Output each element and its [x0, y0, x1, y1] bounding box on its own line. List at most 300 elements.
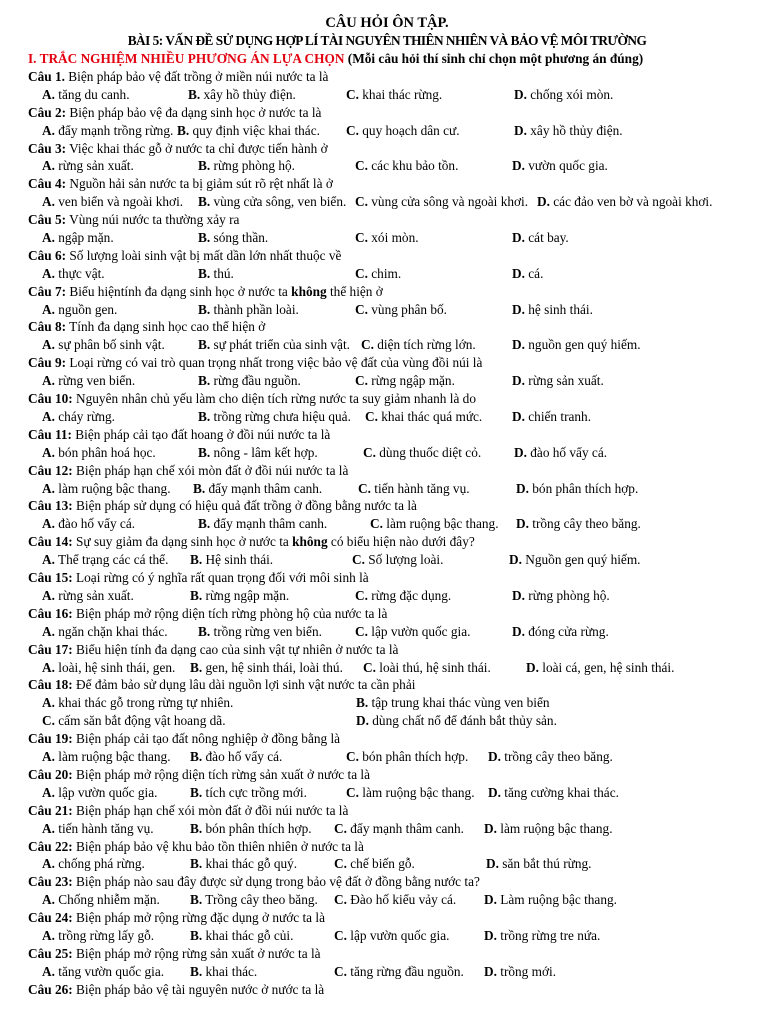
option-d[interactable] [514, 444, 607, 462]
question-label: Câu 9: [28, 355, 67, 371]
option-text: làm ruộng bậc thang. [58, 749, 171, 765]
option-text: săn bắt thú rừng. [502, 856, 592, 872]
question-text: Biện pháp bảo vệ đa dạng sinh học ở nước ta là [66, 104, 322, 120]
question-label: Câu 7: [28, 283, 67, 299]
option-letter: C. [370, 516, 383, 532]
option-d[interactable] [512, 623, 609, 641]
question-3 [28, 140, 746, 158]
option-c[interactable] [346, 122, 460, 140]
option-letter: C. [355, 230, 368, 245]
option-c[interactable] [346, 748, 468, 766]
question-text: Biện pháp cải tạo đất nông nghiệp ở đồng bằng là [72, 731, 341, 747]
option-letter: A. [42, 86, 55, 102]
option-b[interactable] [190, 551, 273, 569]
option-text: bón phân thích hợp. [532, 480, 639, 496]
option-letter: C. [334, 856, 347, 872]
question-7 [28, 283, 746, 301]
question-label: Câu 25: [28, 945, 73, 961]
question-11 [28, 426, 746, 444]
options-row [28, 891, 746, 909]
option-c[interactable] [355, 587, 451, 605]
option-c[interactable] [363, 444, 481, 462]
question-20 [28, 766, 746, 784]
option-d[interactable] [512, 157, 608, 175]
option-a[interactable] [42, 551, 168, 569]
option-c[interactable] [355, 157, 458, 175]
option-a[interactable] [42, 336, 165, 354]
option-letter: A. [42, 892, 55, 908]
option-a[interactable] [42, 86, 130, 104]
option-d[interactable] [512, 372, 604, 390]
option-text: bón phân hoá học. [58, 444, 156, 460]
option-a[interactable] [42, 444, 156, 462]
question-23 [28, 873, 746, 891]
option-text: loài, hệ sinh thái, gen. [58, 659, 176, 675]
option-a[interactable] [42, 408, 115, 426]
option-a[interactable] [42, 480, 171, 498]
option-letter: D. [484, 928, 497, 944]
option-text: khai thác. [205, 963, 258, 979]
options-row [28, 515, 746, 533]
option-letter: C. [334, 963, 347, 979]
option-letter: C. [355, 194, 368, 210]
option-text: bón phân thích hợp. [362, 749, 469, 765]
option-letter: D. [488, 784, 501, 800]
option-letter: C. [334, 928, 347, 944]
question-label: Câu 2: [28, 104, 67, 120]
option-text: trồng rừng ven biển. [213, 623, 322, 639]
options-row [28, 659, 746, 677]
question-text-end: thể hiện ở [326, 283, 383, 299]
option-b[interactable] [188, 86, 296, 104]
option-a[interactable] [42, 193, 183, 211]
option-c[interactable] [358, 480, 470, 498]
section-note: (Mỗi câu hỏi thí sinh chỉ chọn một phương án đúng) [347, 51, 644, 66]
option-b[interactable] [198, 372, 301, 390]
question-text: Loại rừng có ý nghĩa rất quan trọng đối với môi sinh là [72, 570, 369, 586]
document-title: CÂU HỎI ÔN TẬP. [325, 15, 449, 31]
option-text: quy định việc khai thác. [192, 122, 320, 138]
option-text: đóng cửa rừng. [528, 623, 609, 639]
option-c[interactable] [355, 193, 528, 211]
option-letter: D. [512, 230, 525, 245]
option-a[interactable] [42, 891, 160, 909]
option-letter: A. [42, 265, 55, 281]
option-text: vùng cửa sông và ngoài khơi. [371, 194, 529, 210]
option-c[interactable] [363, 659, 491, 677]
option-text: khai thác gỗ trong rừng tự nhiên. [58, 695, 234, 711]
option-c[interactable] [361, 336, 476, 354]
question-text: Nguồn hải sản nước ta bị giảm sút rõ rệt nhất là ở [66, 176, 333, 192]
question-text: Số lượng loài sinh vật bị mất dần lớn nhất thuộc về [66, 247, 342, 263]
option-d[interactable] [526, 659, 674, 677]
option-letter: B. [198, 158, 211, 174]
question-label: Câu 1. [28, 68, 65, 84]
question-17 [28, 641, 746, 659]
options-row [28, 855, 746, 873]
option-text: các đảo ven bờ và ngoài khơi. [553, 194, 713, 210]
option-letter: D. [512, 337, 525, 353]
option-text: làm ruộng bậc thang. [362, 784, 475, 800]
option-b[interactable] [190, 927, 293, 945]
option-c[interactable] [334, 855, 415, 873]
option-text: tăng vườn quốc gia. [58, 963, 165, 979]
option-text: ngập mặn. [58, 230, 114, 245]
options-row [28, 748, 746, 766]
question-text: Biện pháp nào sau đây được sử dụng trong bảo vệ đất ở đồng bằng nước ta? [72, 874, 480, 890]
option-text: rừng ngập mặn. [371, 373, 455, 389]
option-c[interactable] [346, 86, 442, 104]
option-b[interactable] [198, 515, 327, 533]
option-text: rừng đặc dụng. [371, 587, 452, 603]
option-a[interactable] [42, 963, 164, 981]
option-letter: C. [355, 587, 368, 603]
option-c[interactable] [355, 301, 447, 319]
option-c[interactable] [355, 229, 419, 247]
option-c[interactable] [352, 551, 443, 569]
option-text: chống phá rừng. [58, 856, 145, 872]
option-letter: B. [198, 408, 211, 424]
option-text: đào hố vẩy cá. [58, 516, 136, 532]
option-text: chim. [371, 265, 402, 281]
option-text: tăng du canh. [58, 86, 130, 102]
options-row [28, 551, 746, 569]
option-text: khai thác gỗ quý. [205, 856, 298, 872]
question-label: Câu 6: [28, 247, 67, 263]
question-25 [28, 945, 746, 963]
option-letter: A. [42, 194, 55, 210]
option-letter: B. [198, 373, 211, 389]
option-text: xây hồ thủy điện. [530, 122, 623, 138]
option-b[interactable] [198, 193, 346, 211]
option-text: nguồn gen quý hiếm. [528, 337, 641, 353]
option-letter: C. [358, 480, 371, 496]
option-c[interactable] [334, 927, 449, 945]
option-b[interactable] [198, 623, 322, 641]
option-letter: A. [42, 623, 55, 639]
option-letter: A. [42, 301, 55, 317]
option-a[interactable] [42, 659, 175, 677]
option-a[interactable] [42, 694, 233, 712]
option-letter: D. [526, 659, 539, 675]
option-a[interactable] [42, 587, 134, 605]
option-text: tiến hành tăng vụ. [374, 480, 470, 496]
option-b[interactable] [356, 694, 550, 712]
option-d[interactable] [512, 301, 593, 319]
option-text: tích cực trồng mới. [205, 784, 307, 800]
question-16 [28, 605, 746, 623]
option-letter: C. [346, 784, 359, 800]
option-text: thành phần loài. [213, 301, 299, 317]
option-text: đào hố vẩy cá. [205, 749, 283, 765]
option-a[interactable] [42, 748, 171, 766]
question-text: Việc khai thác gỗ ở nước ta chỉ được tiến hành ở [66, 140, 328, 156]
option-letter: C. [42, 713, 55, 729]
option-b[interactable] [193, 480, 322, 498]
question-text: Biểu hiện tính đa dạng cao của sinh vật tự nhiên ở nước ta là [72, 641, 399, 657]
option-c[interactable] [355, 265, 401, 283]
option-letter: C. [365, 408, 378, 424]
option-c[interactable] [370, 515, 499, 533]
option-d[interactable] [512, 587, 610, 605]
option-letter: B. [190, 963, 203, 979]
option-letter: A. [42, 337, 55, 353]
option-d[interactable] [512, 336, 641, 354]
option-letter: B. [198, 623, 211, 639]
option-letter: B. [198, 516, 211, 532]
option-text: Làm ruộng bậc thang. [500, 892, 617, 908]
option-c[interactable] [355, 372, 455, 390]
question-label: Câu 18: [28, 677, 73, 693]
question-text: Biểu hiệntính đa dạng sinh học ở nước ta [66, 283, 292, 299]
option-d[interactable] [514, 86, 613, 104]
option-text: rừng sản xuất. [528, 373, 604, 389]
question-text: Tính đa dạng sinh học cao thể hiện ở [66, 319, 266, 335]
option-d[interactable] [356, 712, 557, 730]
option-letter: C. [352, 552, 365, 568]
option-b[interactable] [190, 855, 297, 873]
option-text: trồng rừng lấy gỗ. [58, 928, 155, 944]
option-text: xói mòn. [371, 230, 419, 245]
question-text: Nguyên nhân chủ yếu làm cho diện tích rừng nước ta suy giảm nhanh là do [72, 391, 476, 407]
option-a[interactable] [42, 265, 105, 283]
option-letter: A. [42, 784, 55, 800]
option-text: cấm săn bắt động vật hoang dã. [58, 713, 226, 729]
question-10 [28, 390, 746, 408]
option-letter: A. [42, 587, 55, 603]
option-letter: D. [512, 265, 525, 281]
option-a[interactable] [42, 515, 135, 533]
option-c[interactable] [334, 820, 464, 838]
option-letter: D. [516, 516, 529, 532]
option-b[interactable] [190, 963, 257, 981]
option-d[interactable] [537, 193, 712, 211]
question-text-end: có biểu hiện nào dưới đây? [327, 534, 475, 550]
option-letter: D. [516, 480, 529, 496]
option-letter: C. [334, 892, 347, 908]
question-text: Biện pháp mở rộng rừng sản xuất ở nước ta là [72, 945, 321, 961]
option-text: lập vườn quốc gia. [371, 623, 471, 639]
option-c[interactable] [365, 408, 482, 426]
option-text: loài cá, gen, hệ sinh thái. [542, 659, 675, 675]
question-label: Câu 3: [28, 140, 67, 156]
option-letter: B. [177, 122, 190, 138]
option-a[interactable] [42, 623, 168, 641]
question-text: Loại rừng có vai trò quan trọng nhất trong việc bảo vệ đất của vùng đồi núi là [66, 355, 483, 371]
option-b[interactable] [190, 748, 282, 766]
option-b[interactable] [177, 122, 320, 140]
option-d[interactable] [484, 820, 613, 838]
option-b[interactable] [190, 820, 312, 838]
option-letter: A. [42, 695, 55, 711]
question-text: Biện pháp mở rộng diện tích rừng phòng hộ của nước ta là [72, 605, 388, 621]
question-text: Vùng núi nước ta thường xảy ra [66, 212, 240, 228]
option-d[interactable] [484, 963, 556, 981]
option-letter: C. [363, 659, 376, 675]
option-letter: D. [512, 408, 525, 424]
question-8 [28, 318, 746, 336]
option-text: chiến tranh. [528, 408, 592, 424]
question-emphasis: không [292, 534, 328, 550]
option-letter: C. [363, 444, 376, 460]
option-letter: D. [512, 301, 525, 317]
option-text: rừng phòng hộ. [528, 587, 610, 603]
option-letter: D. [512, 158, 525, 174]
question-15 [28, 569, 746, 587]
option-text: trồng cây theo băng. [504, 749, 613, 765]
option-d[interactable] [516, 515, 641, 533]
option-text: sóng thần. [213, 230, 269, 245]
option-text: Thể trạng các cá thể. [58, 552, 169, 568]
option-letter: D. [484, 963, 497, 979]
option-text: khai thác gỗ củi. [205, 928, 294, 944]
question-26 [28, 981, 746, 999]
question-24 [28, 909, 746, 927]
option-text: trồng mới. [500, 963, 557, 979]
option-text: ngăn chặn khai thác. [58, 623, 168, 639]
option-letter: A. [42, 158, 55, 174]
option-text: làm ruộng bậc thang. [500, 820, 613, 836]
options-row [28, 963, 746, 981]
question-label: Câu 21: [28, 802, 73, 818]
question-label: Câu 4: [28, 176, 67, 192]
option-text: diện tích rừng lớn. [377, 337, 476, 353]
question-4 [28, 175, 746, 193]
question-text: Biện pháp cải tạo đất hoang ở đồi núi nước ta là [71, 426, 331, 442]
option-letter: B. [190, 587, 203, 603]
option-a[interactable] [42, 122, 173, 140]
option-a[interactable] [42, 372, 135, 390]
option-d[interactable] [484, 891, 617, 909]
question-label: Câu 20: [28, 766, 73, 782]
option-b[interactable] [198, 265, 234, 283]
option-letter: B. [198, 301, 211, 317]
option-b[interactable] [198, 408, 351, 426]
option-letter: C. [346, 86, 359, 102]
question-text: Biện pháp bảo vệ đất trồng ở miền núi nước ta là [64, 68, 329, 84]
option-letter: A. [42, 820, 55, 836]
option-letter: C. [355, 301, 368, 317]
question-12 [28, 462, 746, 480]
question-label: Câu 23: [28, 874, 73, 890]
option-text: hệ sinh thái. [528, 301, 593, 317]
option-letter: B. [198, 265, 211, 281]
question-label: Câu 12: [28, 462, 73, 478]
option-a[interactable] [42, 784, 157, 802]
option-a[interactable] [42, 301, 117, 319]
option-b[interactable] [198, 336, 350, 354]
option-text: trồng rừng chưa hiệu quả. [213, 408, 351, 424]
options-row [28, 927, 746, 945]
option-letter: C. [355, 373, 368, 389]
option-text: làm ruộng bậc thang. [386, 516, 499, 532]
option-text: đẩy mạnh thâm canh. [213, 516, 328, 532]
question-label: Câu 5: [28, 212, 67, 228]
question-13 [28, 497, 746, 515]
lesson-title: BÀI 5: VẤN ĐỀ SỬ DỤNG HỢP LÍ TÀI NGUYÊN THIÊN NHIÊN VÀ BẢO VỆ MÔI TRƯỜNG [127, 33, 647, 48]
option-b[interactable] [198, 229, 268, 247]
question-9 [28, 354, 746, 372]
options-row [28, 480, 746, 498]
question-label: Câu 13: [28, 498, 73, 514]
option-text: tăng cường khai thác. [504, 784, 619, 800]
option-d[interactable] [488, 748, 613, 766]
option-a[interactable] [42, 927, 154, 945]
option-d[interactable] [484, 927, 600, 945]
option-b[interactable] [198, 157, 295, 175]
option-d[interactable] [512, 229, 569, 247]
option-b[interactable] [198, 444, 318, 462]
question-text: Biện pháp mở rộng rừng đặc dụng ở nước ta là [72, 910, 325, 926]
options-row [28, 336, 746, 354]
option-text: rừng ngập mặn. [205, 587, 290, 603]
option-text: rừng sản xuất. [58, 587, 134, 603]
option-d[interactable] [514, 122, 623, 140]
option-d[interactable] [512, 265, 543, 283]
option-b[interactable] [190, 659, 343, 677]
option-text: rừng ven biển. [58, 373, 136, 389]
option-letter: B. [198, 444, 211, 460]
option-letter: B. [190, 820, 203, 836]
option-a[interactable] [42, 820, 154, 838]
option-text: Chống nhiễm mặn. [58, 892, 160, 908]
option-b[interactable] [190, 784, 307, 802]
option-b[interactable] [190, 587, 289, 605]
option-b[interactable] [198, 301, 299, 319]
question-label: Câu 24: [28, 910, 73, 926]
option-a[interactable] [42, 855, 145, 873]
option-text: cá. [528, 265, 544, 281]
option-a[interactable] [42, 229, 114, 247]
option-d[interactable] [486, 855, 591, 873]
option-d[interactable] [488, 784, 619, 802]
option-letter: B. [198, 230, 211, 245]
option-b[interactable] [190, 891, 318, 909]
option-letter: B. [190, 892, 203, 908]
option-a[interactable] [42, 157, 134, 175]
option-text: khai thác quá mức. [381, 408, 483, 424]
option-letter: D. [356, 713, 369, 729]
option-c[interactable] [42, 712, 226, 730]
question-22 [28, 838, 746, 856]
options-row [28, 301, 746, 319]
question-label: Câu 26: [28, 981, 73, 997]
question-label: Câu 15: [28, 570, 73, 586]
question-label: Câu 19: [28, 731, 73, 747]
question-label: Câu 10: [28, 391, 73, 407]
option-d[interactable] [512, 408, 591, 426]
option-d[interactable] [509, 551, 641, 569]
option-letter: D. [486, 856, 499, 872]
option-c[interactable] [346, 784, 475, 802]
option-text: Đào hố kiểu vảy cá. [350, 892, 457, 908]
option-c[interactable] [334, 963, 464, 981]
option-c[interactable] [334, 891, 456, 909]
option-text: trồng cây theo băng. [532, 516, 641, 532]
question-1 [28, 68, 746, 86]
option-letter: A. [42, 122, 55, 138]
option-text: rừng đầu nguồn. [213, 373, 301, 389]
question-list [28, 68, 746, 999]
option-text: nguồn gen. [58, 301, 118, 317]
option-letter: C. [355, 265, 368, 281]
option-c[interactable] [355, 623, 470, 641]
option-letter: A. [42, 480, 55, 496]
option-letter: A. [42, 963, 55, 979]
option-d[interactable] [516, 480, 638, 498]
option-text: thú. [213, 265, 234, 281]
options-row [28, 86, 746, 104]
